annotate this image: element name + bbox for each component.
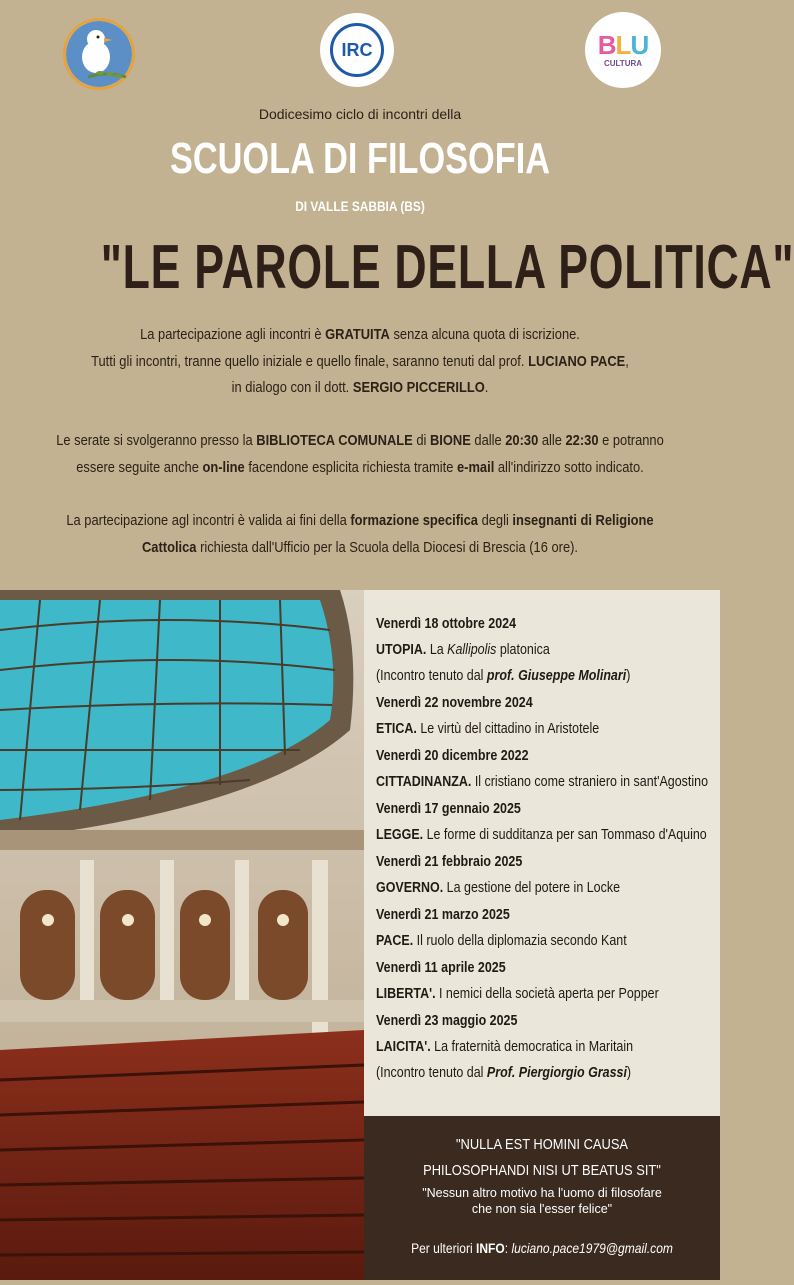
intro-paragraph <box>50 322 669 402</box>
quote-box <box>364 1116 720 1280</box>
school-location: DI VALLE SABBIA (BS) <box>295 198 425 214</box>
meeting-5-topic: GOVERNO. La gestione del potere in Locke <box>376 880 621 896</box>
training-line-1: La partecipazione agl incontri è valida ai fini della formazione specifica degli insegnanti di Religione <box>66 512 654 529</box>
meeting-7-date: Venerdì 11 aprile 2025 <box>376 960 506 976</box>
dove-logo <box>63 18 135 90</box>
meeting-6-topic: PACE. Il ruolo della diplomazia secondo Kant <box>376 933 627 949</box>
venue-line-2: essere seguite anche on-line facendone esplicita richiesta tramite e-mail all'indirizzo sotto indicato. <box>76 458 644 476</box>
meeting-3-topic: CITTADINANZA. Il cristiano come straniero in sant'Agostino <box>376 774 709 790</box>
italian-translation-line-2: che non sia l'esser felice" <box>471 1202 613 1216</box>
info-contact: Per ulteriori INFO: luciano.pace1979@gmail.com <box>411 1240 673 1256</box>
contact-email-link[interactable]: luciano.pace1979@gmail.com <box>511 1240 673 1256</box>
training-paragraph <box>50 508 669 561</box>
blu-cultura-logo <box>585 12 661 88</box>
dove-icon <box>66 21 132 87</box>
meeting-8-topic: LAICITA'. La fraternità democratica in Maritain <box>376 1039 634 1055</box>
meeting-3-date: Venerdì 20 dicembre 2022 <box>376 748 529 764</box>
meeting-7-topic: LIBERTA'. I nemici della società aperta per Popper <box>376 986 659 1002</box>
latin-quote-line-2: PHILOSOPHANDI NISI UT BEATUS SIT" <box>423 1162 661 1179</box>
meeting-6-date: Venerdì 21 marzo 2025 <box>376 907 510 923</box>
poster-header-area <box>0 0 794 590</box>
intro-line-2: Tutti gli incontri, tranne quello iniziale e quello finale, saranno tenuti dal prof. LUCIANO PACE, <box>91 352 629 370</box>
meeting-2-date: Venerdì 22 novembre 2024 <box>376 695 533 711</box>
venue-paragraph <box>50 428 669 481</box>
blu-logo-subtitle: CULTURA <box>603 58 643 68</box>
meeting-8-speaker: (Incontro tenuto dal Prof. Piergiorgio Grassi) <box>376 1065 632 1081</box>
blu-logo-word: BLU <box>597 29 649 60</box>
intro-line-1: La partecipazione agli incontri è GRATUITA senza alcuna quota di iscrizione. <box>140 326 580 343</box>
meeting-5-date: Venerdì 21 febbraio 2025 <box>376 854 523 870</box>
latin-quote-line-1: "NULLA EST HOMINI CAUSA <box>455 1136 629 1153</box>
intro-line-3: in dialogo con il dott. SERGIO PICCERILLO. <box>231 379 489 396</box>
irc-logo-text: IRC <box>330 23 384 77</box>
cycle-lead-text: Dodicesimo ciclo di incontri della <box>258 106 462 122</box>
meeting-1-date: Venerdì 18 ottobre 2024 <box>376 616 517 632</box>
training-line-2: Cattolica richiesta dall'Ufficio per la Scuola della Diocesi di Brescia (16 ore). <box>141 538 578 556</box>
meeting-8-date: Venerdì 23 maggio 2025 <box>376 1013 518 1029</box>
parliament-hall-photo <box>0 590 364 1280</box>
italian-translation-line-1: "Nessun altro motivo ha l'uomo di filosofare <box>422 1186 662 1200</box>
meeting-4-topic: LEGGE. Le forme di sudditanza per san Tommaso d'Aquino <box>376 827 707 843</box>
meeting-1-topic: UTOPIA. La Kallipolis platonica <box>376 642 550 658</box>
venue-line-1: Le serate si svolgeranno presso la BIBLIOTECA COMUNALE di BIONE dalle 20:30 alle 22:30 e potranno <box>56 432 664 449</box>
meeting-1-speaker: (Incontro tenuto dal prof. Giuseppe Molinari) <box>376 668 631 684</box>
meetings-schedule <box>364 590 720 1116</box>
irc-logo <box>320 13 394 87</box>
meeting-4-date: Venerdì 17 gennaio 2025 <box>376 801 521 817</box>
meeting-2-topic: ETICA. Le virtù del cittadino in Aristotele <box>376 721 600 737</box>
cycle-headline: "LE PAROLE DELLA POLITICA" <box>100 233 794 302</box>
school-title: SCUOLA DI FILOSOFIA <box>169 134 551 183</box>
